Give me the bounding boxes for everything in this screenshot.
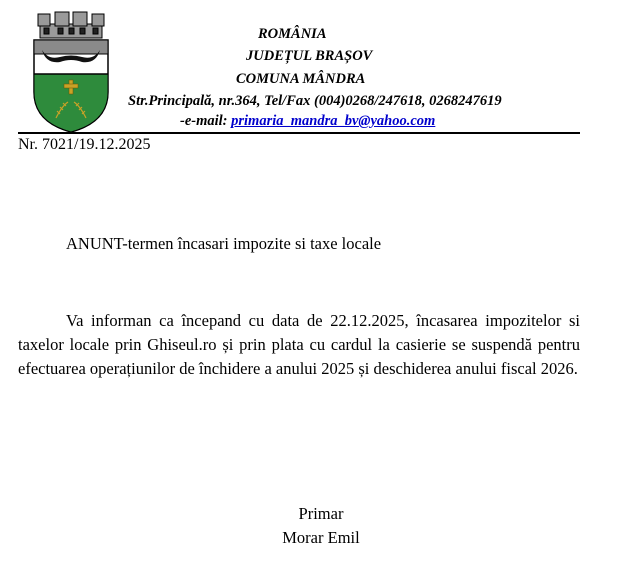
mural-crown bbox=[38, 12, 104, 38]
coat-of-arms-icon bbox=[30, 10, 112, 134]
signature-role: Primar bbox=[298, 504, 344, 523]
header-country: ROMÂNIA bbox=[258, 26, 327, 42]
announcement-body: Va informan ca începand cu data de 22.12.2025, încasarea impozitelor si taxelor locale prin Ghiseul.ro și prin plata cu cardul la casierie se suspendă pentru efectuarea operațiunilor de închidere a anului 2025 și deschiderea anului fiscal 2026. bbox=[18, 311, 580, 378]
header-email-line bbox=[180, 113, 435, 130]
header-address: Str.Principală, nr.364, Tel/Fax (004)0268/247618, 0268247619 bbox=[128, 93, 502, 109]
header-county: JUDEȚUL BRAȘOV bbox=[246, 48, 373, 64]
header-commune: COMUNA MÂNDRA bbox=[236, 71, 366, 87]
email-label: -e-mail: bbox=[180, 113, 228, 129]
header-divider bbox=[18, 132, 580, 134]
registration-number: Nr. 7021/19.12.2025 bbox=[18, 136, 151, 153]
announcement-title: ANUNT-termen încasari impozite si taxe locale bbox=[66, 234, 382, 253]
email-link[interactable]: primaria_mandra_bv@yahoo.com bbox=[231, 113, 436, 129]
signature-name: Morar Emil bbox=[282, 528, 360, 547]
